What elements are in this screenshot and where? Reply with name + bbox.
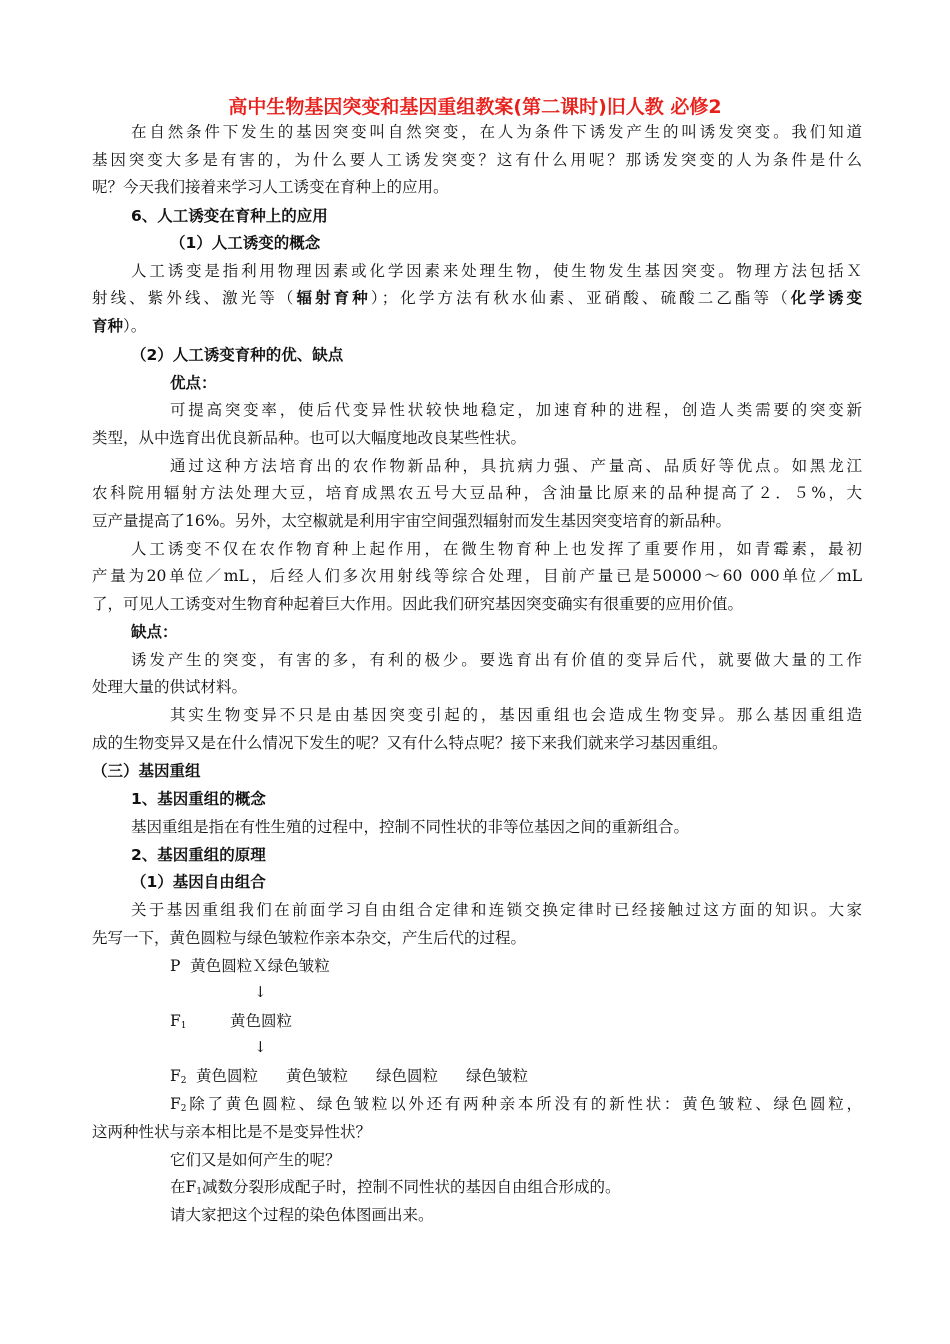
- pros-p1-line-1: 可提高突变率，使后代变异性状较快地稳定，加速育种的进程，创造人类需要的突变新: [170, 401, 862, 419]
- intro-line-3: 呢？今天我们接着来学习人工诱变在育种上的应用。: [92, 178, 449, 196]
- pros-p2-line-1: 通过这种方法培育出的农作物新品种，具抗病力强、产量高、品质好等优点。如黑龙江: [170, 457, 862, 475]
- f2-phenotype-4: 绿色皱粒: [466, 1067, 529, 1085]
- pros-p3-line-1: 人工诱变不仅在农作物育种上起作用，在微生物育种上也发挥了重要作用，如青霉素，最初: [131, 540, 862, 558]
- breeding-term: 育种: [92, 317, 124, 335]
- concept-line-3: [92, 316, 862, 336]
- concept-line-2-a: 射线、紫外线、激光等（: [92, 289, 297, 307]
- transition-line-2: 成的生物变异又是在什么情况下发生的呢？又有什么特点呢？接下来我们就来学习基因重组。: [92, 734, 728, 752]
- recombination-principle-heading: 2、基因重组的原理: [131, 846, 266, 864]
- closing-f-subscript: 2: [180, 1104, 187, 1114]
- recombination-heading: （三）基因重组: [92, 762, 201, 780]
- cons-label: 缺点：: [131, 623, 178, 641]
- closing-line-4-b: 减数分裂形成配子时，控制不同性状的基因自由组合形成的。: [202, 1178, 621, 1196]
- closing-line-4-subscript: 1: [196, 1187, 202, 1197]
- f2-letter: F: [170, 1067, 181, 1085]
- closing-line-4: [170, 1177, 621, 1202]
- f2-phenotype-1: 黄色圆粒: [196, 1067, 259, 1085]
- pros-p3-line-2: 产量为20单位／mL，后经人们多次用射线等综合处理，目前产量已是50000～60 000单位／mL: [92, 567, 862, 585]
- cross-f1-text: 黄色圆粒: [230, 1012, 293, 1030]
- cross-f1-label: [170, 1011, 187, 1036]
- intro-line-2: 基因突变大多是有害的，为什么要人工诱发突变？这有什么用呢？那诱发突变的人为条件是什么: [92, 151, 862, 169]
- f2-phenotype-3: 绿色圆粒: [376, 1067, 439, 1085]
- concept-heading: （1）人工诱变的概念: [170, 234, 321, 252]
- transition-line-1: 其实生物变异不只是由基因突变引起的，基因重组也会造成生物变异。那么基因重组造: [170, 706, 862, 724]
- cross-p-row: [170, 956, 330, 976]
- document-title: 高中生物基因突变和基因重组教案(第二课时)旧人教 必修2: [228, 96, 722, 118]
- section-6-heading: 6、人工诱变在育种上的应用: [131, 207, 328, 225]
- cons-line-2: 处理大量的供试材料。: [92, 678, 248, 696]
- concept-line-3-b: ）。: [123, 317, 147, 335]
- arrow-down-icon: ↓: [254, 1038, 267, 1056]
- arrow-down-icon: ↓: [254, 983, 267, 1001]
- intro-line-1: 在自然条件下发生的基因突变叫自然突变，在人为条件下诱发产生的叫诱发突变。我们知道: [131, 123, 862, 141]
- closing-line-1-text: 除了黄色圆粒、绿色皱粒以外还有两种亲本所没有的新性状：黄色皱粒、绿色圆粒，: [186, 1095, 862, 1113]
- pros-p3-line-3: 了，可见人工诱变对生物育种起着巨大作用。因此我们研究基因突变确实有很重要的应用价值。: [92, 595, 744, 613]
- pros-p1-line-2: 类型，从中选育出优良新品种。也可以大幅度地改良某些性状。: [92, 429, 527, 447]
- recombination-concept-text: 基因重组是指在有性生殖的过程中，控制不同性状的非等位基因之间的重新组合。: [131, 818, 690, 836]
- pros-cons-heading: （2）人工诱变育种的优、缺点: [131, 346, 344, 364]
- pros-p2-line-3: 豆产量提高了16%。另外，太空椒就是利用宇宙空间强烈辐射而发生基因突变培育的新品种。: [92, 512, 731, 530]
- concept-line-2-c: ）；化学方法有秋水仙素、亚硝酸、硫酸二乙酯等（: [370, 289, 791, 307]
- closing-line-4-a: 在F: [170, 1178, 197, 1196]
- concept-line-1: 人工诱变是指利用物理因素或化学因素来处理生物，使生物发生基因突变。物理方法包括Ｘ: [131, 262, 862, 280]
- pros-label: 优点：: [170, 374, 217, 392]
- pros-p2-line-2: 农科院用辐射方法处理大豆，培育成黑农五号大豆品种，含油量比原来的品种提高了２．５%，大: [92, 484, 862, 502]
- free-combination-heading: （1）基因自由组合: [131, 873, 266, 891]
- closing-f-letter: F: [170, 1095, 181, 1113]
- cross-f2-label: [170, 1066, 187, 1091]
- closing-line-2: 这两种性状与亲本相比是不是变异性状？: [92, 1123, 372, 1141]
- recombination-text-line-2: 先写一下，黄色圆粒与绿色皱粒作亲本杂交，产生后代的过程。: [92, 929, 527, 947]
- f2-phenotype-2: 黄色皱粒: [286, 1067, 349, 1085]
- cons-line-1: 诱发产生的突变，有害的多，有利的极少。要选育出有价值的变异后代，就要做大量的工作: [131, 651, 862, 669]
- radiation-breeding-term: 辐射育种: [296, 289, 371, 307]
- f1-subscript: 1: [180, 1021, 187, 1031]
- concept-line-2: [92, 288, 862, 308]
- cross-p-label: P: [170, 957, 181, 975]
- f2-subscript: 2: [180, 1076, 187, 1086]
- chemical-mutagenesis-term: 化学诱变: [790, 289, 862, 307]
- closing-line-5: 请大家把这个过程的染色体图画出来。: [170, 1206, 434, 1224]
- recombination-text-line-1: 关于基因重组我们在前面学习自由组合定律和连锁交换定律时已经接触过这方面的知识。大家: [131, 901, 862, 919]
- cross-p-text: 黄色圆粒Ｘ绿色皱粒: [190, 957, 330, 975]
- closing-line-3: 它们又是如何产生的呢？: [170, 1151, 341, 1169]
- recombination-concept-heading: 1、基因重组的概念: [131, 790, 266, 808]
- closing-line-1: [170, 1094, 862, 1119]
- f1-letter: F: [170, 1012, 181, 1030]
